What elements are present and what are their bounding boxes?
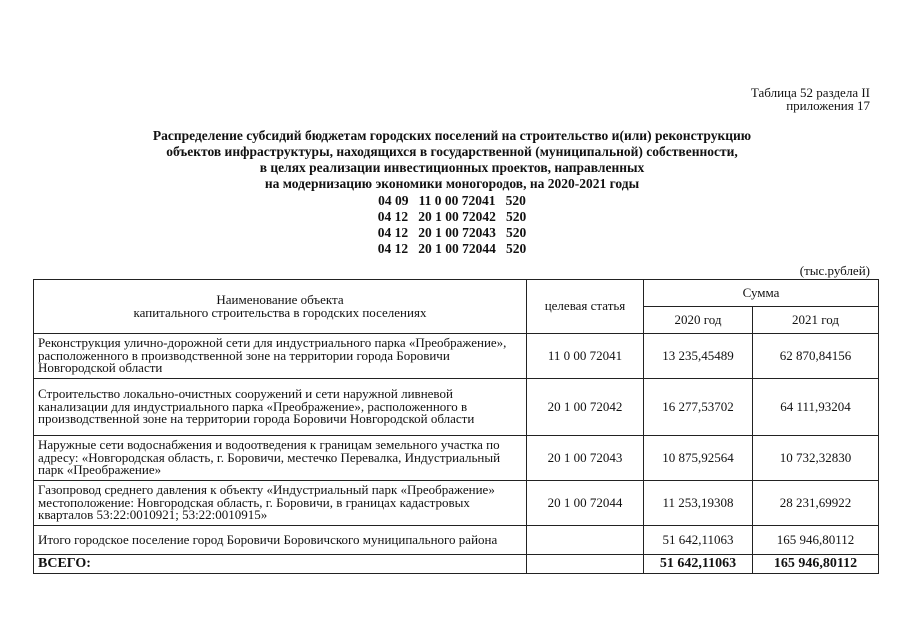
budget-code-line: 04 12 20 1 00 72043 520 — [377, 225, 527, 240]
header-year-2020: 2020 год — [644, 307, 753, 334]
header-year-2021: 2021 год — [753, 307, 879, 334]
header-article: целевая статья — [527, 280, 644, 334]
total-amount-2021: 165 946,80112 — [753, 555, 879, 574]
row-article: 20 1 00 72042 — [527, 379, 644, 436]
table-reference-line2: приложения 17 — [786, 98, 870, 113]
budget-codes — [0, 193, 904, 257]
header-object-name-line2: капитального строительства в городских поселениях — [133, 304, 427, 320]
row-amount-2020: 10 875,92564 — [644, 436, 753, 481]
row-article: 20 1 00 72044 — [527, 481, 644, 526]
row-amount-2020: 16 277,53702 — [644, 379, 753, 436]
row-object-name: Реконструкция улично-дорожной сети для индустриального парка «Преображение», расположенного в производственной зоне на территории города Боровичи Новгородской области — [34, 334, 527, 379]
table-row-subtotal — [34, 526, 879, 555]
title-line: в целях реализации инвестиционных проектов, направленных — [259, 160, 645, 175]
row-article — [527, 526, 644, 555]
row-amount-2020: 11 253,19308 — [644, 481, 753, 526]
total-label: ВСЕГО: — [34, 555, 527, 574]
table-reference-line1: Таблица 52 раздела II — [750, 85, 870, 100]
row-amount-2021: 28 231,69922 — [753, 481, 879, 526]
row-amount-2021: 10 732,32830 — [753, 436, 879, 481]
row-amount-2021: 62 870,84156 — [753, 334, 879, 379]
row-object-name: Строительство локально-очистных сооружений и сети наружной ливневой канализации для индустриального парка «Преображение», расположенного в производственной зоне на территории города Боровичи Новгородской области — [34, 379, 527, 436]
table-row — [34, 379, 879, 436]
title-line: на модернизацию экономики моногородов, на 2020-2021 годы — [264, 176, 640, 191]
title-line: Распределение субсидий бюджетам городских поселений на строительство и(или) реконструкцию — [152, 128, 752, 143]
table-reference — [751, 86, 870, 112]
header-object-name — [34, 280, 527, 334]
row-object-name: Итого городское поселение город Боровичи Боровичского муниципального района — [34, 526, 527, 555]
table-row-total — [34, 555, 879, 574]
table-row — [34, 334, 879, 379]
title-line: объектов инфраструктуры, находящихся в государственной (муниципальной) собственности, — [166, 144, 738, 159]
row-object-name: Газопровод среднего давления к объекту «Индустриальный парк «Преображение» местоположение: Новгородская область, г. Боровичи, в границах кадастровых кварталов 53:22:0010921; 53:22:0010915» — [34, 481, 527, 526]
row-amount-2021: 64 111,93204 — [753, 379, 879, 436]
row-amount-2021: 165 946,80112 — [753, 526, 879, 555]
row-article: 11 0 00 72041 — [527, 334, 644, 379]
budget-code-line: 04 12 20 1 00 72044 520 — [377, 241, 527, 256]
total-article — [527, 555, 644, 574]
table-row — [34, 481, 879, 526]
header-object-name-line1: Наименование объекта — [216, 292, 344, 307]
table-header-row — [34, 280, 879, 307]
total-amount-2020: 51 642,11063 — [644, 555, 753, 574]
row-amount-2020: 51 642,11063 — [644, 526, 753, 555]
budget-code-line: 04 09 11 0 00 72041 520 — [378, 193, 526, 208]
row-object-name: Наружные сети водоснабжения и водоотведения к границам земельного участка по адресу: «Новгородская область, г. Боровичи, местечко Перевалка, Индустриальный парк «Преображение» — [34, 436, 527, 481]
document-title — [0, 128, 904, 192]
header-sum: Сумма — [644, 280, 879, 307]
table-row — [34, 436, 879, 481]
unit-label: (тыс.рублей) — [799, 263, 870, 278]
row-amount-2020: 13 235,45489 — [644, 334, 753, 379]
row-article: 20 1 00 72043 — [527, 436, 644, 481]
budget-code-line: 04 12 20 1 00 72042 520 — [377, 209, 527, 224]
subsidy-table — [33, 279, 879, 574]
